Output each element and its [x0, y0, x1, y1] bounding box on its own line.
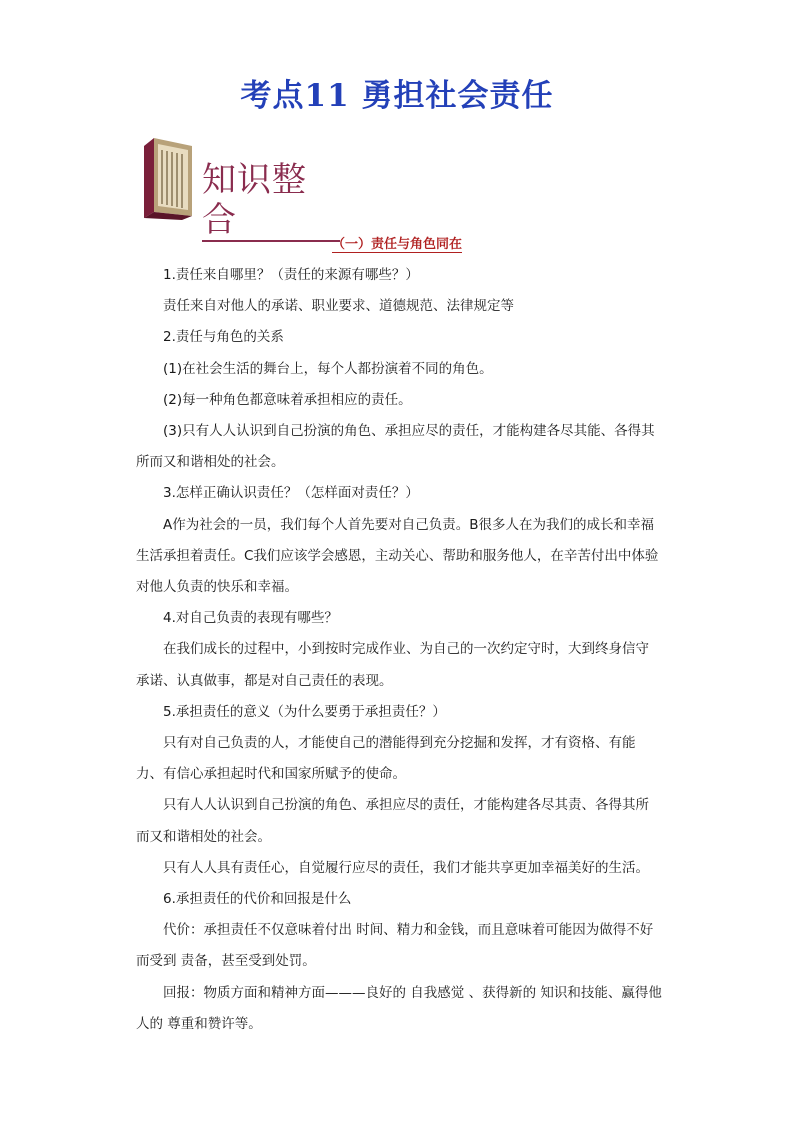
paragraph: (3)只有人人认识到自己扮演的角色、承担应尽的责任，才能构建各尽其能、各得其所而又和谐相处的社会。: [136, 423, 655, 471]
section-heading-text: （一）责任与角色同在: [331, 237, 462, 252]
section-heading: [0, 233, 794, 252]
paragraph: 3.怎样正确认识责任？（怎样面对责任？）: [163, 485, 419, 502]
paragraph: 只有对自己负责的人，才能使自己的潜能得到充分挖掘和发挥，才有资格、有能力、有信心承担起时代和国家所赋予的使命。: [136, 735, 636, 783]
book-icon: [140, 136, 200, 220]
paragraph: (2)每一种角色都意味着承担相应的责任。: [163, 391, 412, 408]
paragraph: 责任来自对他人的承诺、职业要求、道德规范、法律规定等: [163, 298, 514, 315]
paragraph: A作为社会的一员，我们每个人首先要对自己负责。B很多人在为我们的成长和幸福生活承担着责任。C我们应该学会感恩，主动关心、帮助和服务他人，在辛苦付出中体验对他人负责的快乐和幸福。: [136, 516, 659, 596]
paragraph: 4.对自己负责的表现有哪些？: [163, 610, 338, 627]
page-title: 考点11 勇担社会责任: [240, 78, 554, 114]
paragraph: 代价：承担责任不仅意味着付出 时间、精力和金钱，而且意味着可能因为做得不好而受到 责备，甚至受到处罚。: [136, 922, 654, 970]
paragraph: (1)在社会生活的舞台上，每个人都扮演着不同的角色。: [163, 360, 493, 377]
paragraph: 回报：物质方面和精神方面———良好的 自我感觉 、获得新的 知识和技能、赢得他人的 尊重和赞许等。: [136, 984, 662, 1032]
paragraph: 2.责任与角色的关系: [163, 329, 284, 346]
section-banner: [140, 136, 340, 240]
banner-label: 知识整合: [202, 160, 340, 242]
paragraph: 5.承担责任的意义（为什么要勇于承担责任？）: [163, 703, 446, 720]
paragraph: 1.责任来自哪里？（责任的来源有哪些？）: [163, 267, 419, 283]
paragraph: 在我们成长的过程中，小到按时完成作业、为自己的一次约定守时，大到终身信守承诺、认真做事，都是对自己责任的表现。: [136, 641, 649, 689]
content-body: [136, 260, 662, 1040]
paragraph: 只有人人认识到自己扮演的角色、承担应尽的责任，才能构建各尽其责、各得其所而又和谐相处的社会。: [136, 797, 649, 845]
paragraph: 6.承担责任的代价和回报是什么: [163, 891, 352, 908]
paragraph: 只有人人具有责任心，自觉履行应尽的责任，我们才能共享更加幸福美好的生活。: [163, 859, 649, 876]
